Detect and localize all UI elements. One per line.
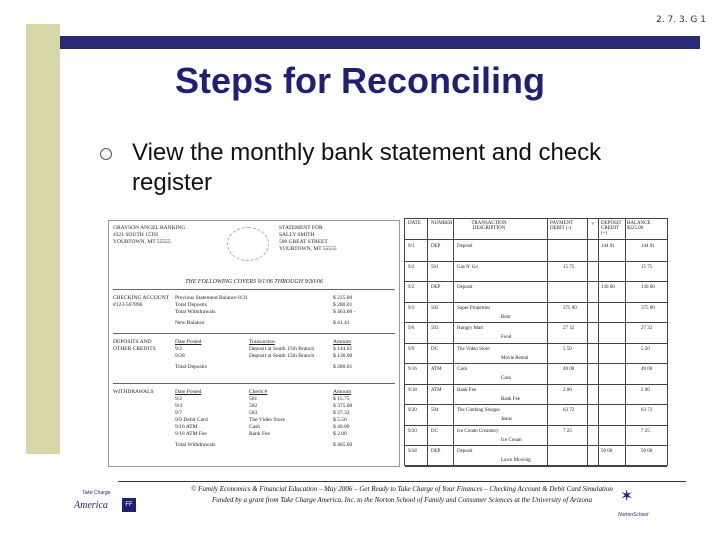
register-cell-num: 502 xyxy=(431,305,439,311)
register-cell-bal: 63 72 xyxy=(641,408,653,413)
register-cell-sub: Jeans xyxy=(501,417,512,422)
register-row xyxy=(405,302,667,324)
register-cell-bal: 5 50 xyxy=(641,346,650,352)
register-cell-num: DC xyxy=(431,346,438,352)
register-cell-bal: 2 00 xyxy=(641,387,650,393)
register-cell-desc: Hungry Mart xyxy=(457,326,484,331)
register-cell-date: 9/9 xyxy=(408,346,415,352)
bank-header xyxy=(113,225,185,246)
register-cell-date: 9/18 xyxy=(408,387,417,393)
register-cell-sub: Cash xyxy=(501,376,511,381)
register-cell-date: 9/3 xyxy=(408,305,415,311)
ff-logo: FF xyxy=(122,498,136,512)
statement-for: STATEMENT FOR xyxy=(279,225,323,231)
register-row xyxy=(405,384,667,406)
customer-name: SALLY SMITH xyxy=(279,232,315,238)
slide-title: Steps for Reconciling xyxy=(174,60,546,101)
register-cell-desc: Deposit xyxy=(457,285,473,290)
footer-line-2: Funded by a grant from Take Charge America, Inc. to the Norton School of Family and Consumer Sciences at the University of Arizona xyxy=(211,496,593,504)
bank-address: 4321 SOUTH 15TH xyxy=(113,232,158,238)
footer xyxy=(116,484,688,506)
register-cell-desc: Ice Cream Creamery xyxy=(457,428,499,434)
withdrawal-descriptions: Check # 501 502 503 The Video Store Cash Bank Fee xyxy=(249,389,285,437)
register-row xyxy=(405,425,667,447)
register-cell-sub: Food xyxy=(501,335,512,340)
register-cell-credit: 144 01 xyxy=(601,244,615,249)
withdrawals-label: WITHDRAWALS xyxy=(113,389,154,395)
register-row xyxy=(405,404,667,426)
register-cell-num: ATM xyxy=(431,387,442,393)
withdrawal-amounts: Amount $ 15.75 $ 375.00 $ 27.32 $ 5.50 $ 40.00 $ 2.00 $ 465.60 xyxy=(333,389,353,448)
register-row xyxy=(405,281,667,303)
register-cell-debit: 375 00 xyxy=(563,305,577,311)
register-cell-num: ATM xyxy=(431,367,442,372)
register-cell-desc: Super Properties xyxy=(457,305,491,311)
register-cell-debit: 27 32 xyxy=(563,326,575,331)
register-row xyxy=(405,322,667,344)
register-cell-date: 9/2 xyxy=(408,264,415,270)
register-cell-bal: 375 00 xyxy=(641,305,655,311)
register-header: DATE NUMBER TRANSACTION DESCRIPTION PAYMENT DEBIT (-) ✓ DEPOSIT CREDIT (+) BALANCE $225.00 xyxy=(405,219,667,240)
register-cell-sub: Rent xyxy=(501,314,511,320)
eagle-logo-icon xyxy=(227,227,269,261)
register-row xyxy=(405,343,667,365)
bank-statement xyxy=(108,220,400,467)
customer-address: 590 GREAT STREET xyxy=(279,239,328,245)
register-cell-debit: 63 72 xyxy=(563,408,575,413)
register-cell-num: DEP xyxy=(431,244,441,249)
register-cell-credit: 136 00 xyxy=(601,285,615,290)
register-cell-desc: Deposit xyxy=(457,449,473,454)
register-row xyxy=(405,240,667,262)
register-cell-desc: The Video Store xyxy=(457,346,490,352)
register-cell-debit: 2 00 xyxy=(563,387,572,393)
register-cell-bal: 40 00 xyxy=(641,367,653,372)
register-cell-debit: 5 50 xyxy=(563,346,572,352)
register-cell-desc: Gas N' Go xyxy=(457,264,478,270)
footer-rule xyxy=(118,481,686,482)
bullet-item xyxy=(100,138,660,198)
customer-city: YOURTOWN, MT 55555 xyxy=(279,246,337,252)
deposit-descriptions: Transaction Deposit at South 15th Branch Deposit at South 15th Branch xyxy=(249,339,315,359)
register-cell-num: DC xyxy=(431,428,438,434)
register-row xyxy=(405,445,667,467)
register-cell-bal: 15 75 xyxy=(641,264,653,270)
figure-star-icon: ✶ xyxy=(620,488,634,505)
bank-name: GRAYSON ANGEL BANKING xyxy=(113,225,186,231)
register-cell-num: 503 xyxy=(431,326,439,331)
register-cell-date: 9/28 xyxy=(408,449,417,454)
register-cell-date: 9/2 xyxy=(408,285,415,290)
register-cell-sub: Lawn Mowing xyxy=(501,458,531,463)
deposits-label: DEPOSITS AND OTHER CREDITS xyxy=(113,339,156,352)
bank-city: YOURTOWN, MT 55555 xyxy=(113,239,171,245)
register-cell-bal: 50 00 xyxy=(641,449,653,454)
check-register xyxy=(404,218,668,466)
register-cell-bal: 27 32 xyxy=(641,326,653,331)
footer-line-1: © Family Economics & Financial Education – May 2006 – Get Ready to Take Charge of Your Finances – Checking Account & Debit Card Simulation xyxy=(191,485,613,493)
register-cell-desc: Cash xyxy=(457,367,467,372)
statement-period: THE FOLLOWING COVERS 9/1/06 THROUGH 9/30/06 xyxy=(185,279,323,285)
slide-number: 2. 7. 3. G 1 xyxy=(656,15,706,25)
register-cell-bal: 144 01 xyxy=(641,244,655,249)
register-cell-bal: 7 25 xyxy=(641,428,650,434)
bullet-ring-icon xyxy=(100,148,112,160)
register-cell-debit: 40 00 xyxy=(563,367,575,372)
take-charge-america-logo: Take Charge America xyxy=(74,490,111,511)
register-row xyxy=(405,261,667,283)
register-cell-desc: Bank Fee xyxy=(457,387,477,393)
register-cell-date: 9/20 xyxy=(408,408,417,413)
norton-school-logo: ✶ NortonSchool xyxy=(618,488,649,518)
summary-amounts: $ 225.00 $ 280.01 $ 463.60 - $ 41.41 xyxy=(333,295,356,326)
register-cell-desc: Deposit xyxy=(457,244,473,249)
register-cell-date: 9/6 xyxy=(408,326,415,331)
register-cell-sub: Movie Rental xyxy=(501,355,529,361)
customer-header xyxy=(279,225,337,253)
top-rule-gap xyxy=(60,49,700,55)
register-cell-debit: 7 25 xyxy=(563,428,572,434)
register-cell-bal: 136 00 xyxy=(641,285,655,290)
register-cell-credit: 50 00 xyxy=(601,449,613,454)
register-cell-sub: Bank Fee xyxy=(501,396,521,402)
summary-labels: Previous Statement Balance 8/31 Total Deposits Total Withdrawals New Balance xyxy=(175,295,248,326)
top-rule xyxy=(60,36,700,49)
checking-label: CHECKING ACCOUNT #123-567896 xyxy=(113,295,169,308)
register-cell-num: 501 xyxy=(431,264,439,270)
register-cell-num: 504 xyxy=(431,408,439,413)
register-cell-date: 9/16 xyxy=(408,367,417,372)
register-cell-debit: 15 75 xyxy=(563,264,575,270)
divider xyxy=(113,289,395,290)
divider xyxy=(113,333,395,334)
register-cell-date: 9/1 xyxy=(408,244,415,249)
register-cell-num: DEP xyxy=(431,449,441,454)
withdrawal-dates: Date Posted 9/2 9/4 9/7 9/9 Debit Card 9/16 ATM 9/18 ATM Fee Total Withdrawals xyxy=(175,389,216,448)
divider xyxy=(113,383,395,384)
register-cell-date: 9/20 xyxy=(408,428,417,434)
register-cell-num: DEP xyxy=(431,285,441,290)
deposit-amounts: Amount $ 144.01 $ 136.00 $ 280.01 xyxy=(333,339,353,370)
register-row xyxy=(405,363,667,385)
bullet-text: View the monthly bank statement and check register xyxy=(132,139,602,196)
deposit-dates: Date Posted 9/2 9/28 Total Deposits xyxy=(175,339,207,370)
register-cell-sub: Ice Cream xyxy=(501,437,522,443)
register-cell-desc: The Clothing Shoppe xyxy=(457,408,500,413)
